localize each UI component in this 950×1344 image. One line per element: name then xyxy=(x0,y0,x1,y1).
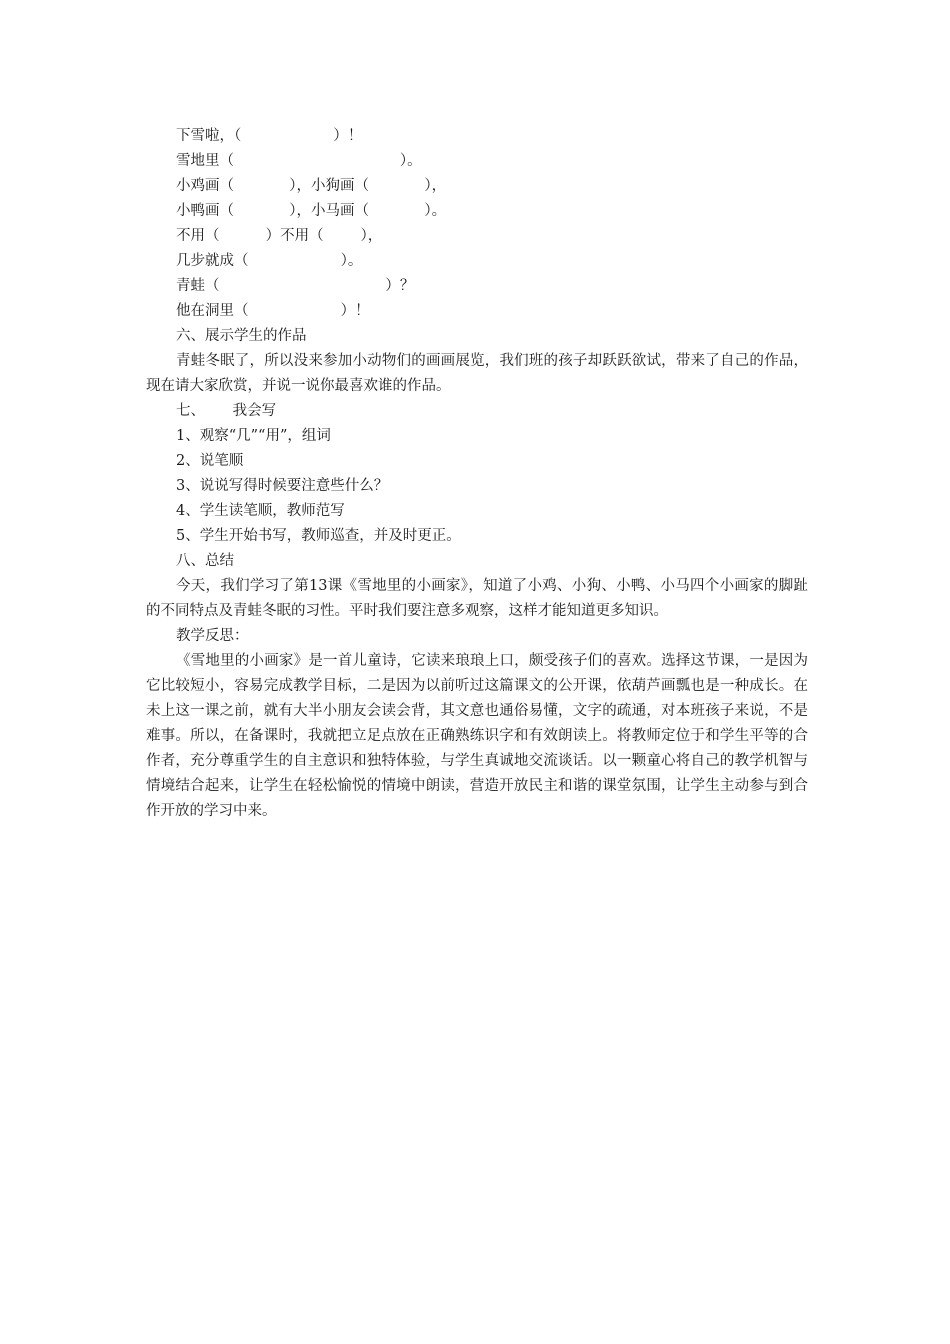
reflection-heading: 教学反思： xyxy=(176,628,249,644)
fill-blank-line-8: 他在洞里（ ）！ xyxy=(176,303,370,319)
fill-blank-line-2: 雪地里（ ）。 xyxy=(176,153,422,169)
section-8-body: 今天，我们学习了第13课《雪地里的小画家》，知道了小鸡、小狗、小鸭、小马四个小画家的脚趾的不同特点及青蛙冬眠的习性。平时我们要注意多观察，这样才能知道更多知识。 xyxy=(146,578,808,619)
section-7-item-1: 1、观察“几”“用”，组词 xyxy=(176,428,331,444)
fill-blank-line-1: 下雪啦，（ ）！ xyxy=(176,128,363,144)
fill-blank-line-4: 小鸭画（ ），小马画（ ）。 xyxy=(176,203,447,219)
section-7-item-3: 3、说说写得时候要注意些什么？ xyxy=(176,478,389,494)
fill-blank-line-6: 几步就成（ ）。 xyxy=(176,253,363,269)
fill-blank-line-7: 青蛙（ ）？ xyxy=(176,278,415,294)
reflection-body: 《雪地里的小画家》是一首儿童诗，它读来琅琅上口，颇受孩子们的喜欢。选择这节课，一是因为它比较短小，容易完成教学目标，二是因为以前听过这篇课文的公开课，依葫芦画瓢也是一种成长。在未上这一课之前，就有大半小朋友会读会背，其文意也通俗易懂，文字的疏通，对本班孩子来说，不是难事。所以，在备课时，我就把立足点放在正确熟练识字和有效朗读上。将教师定位于和学生平等的合作者，充分尊重学生的自主意识和独特体验，与学生真诚地交流谈话。以一颗童心将自己的教学机智与情境结合起来，让学生在轻松愉悦的情境中朗读，营造开放民主和谐的课堂氛围，让学生主动参与到合作开放的学习中来。 xyxy=(146,653,808,819)
document-page xyxy=(146,124,808,824)
section-6-heading: 六、展示学生的作品 xyxy=(176,328,307,344)
section-7-item-4: 4、学生读笔顺，教师范写 xyxy=(176,503,345,519)
fill-blank-line-3: 小鸡画（ ），小狗画（ ）， xyxy=(176,178,447,194)
section-7-item-2: 2、说笔顺 xyxy=(176,453,244,469)
section-7-heading: 七、 我会写 xyxy=(176,403,277,419)
section-8-heading: 八、总结 xyxy=(176,553,234,569)
fill-blank-line-5: 不用（ ）不用（ ）， xyxy=(176,228,383,244)
section-6-body: 青蛙冬眠了，所以没来参加小动物们的画画展览，我们班的孩子却跃跃欲试，带来了自己的作品，现在请大家欣赏，并说一说你最喜欢谁的作品。 xyxy=(146,353,808,394)
section-7-item-5: 5、学生开始书写，教师巡查，并及时更正。 xyxy=(176,528,461,544)
